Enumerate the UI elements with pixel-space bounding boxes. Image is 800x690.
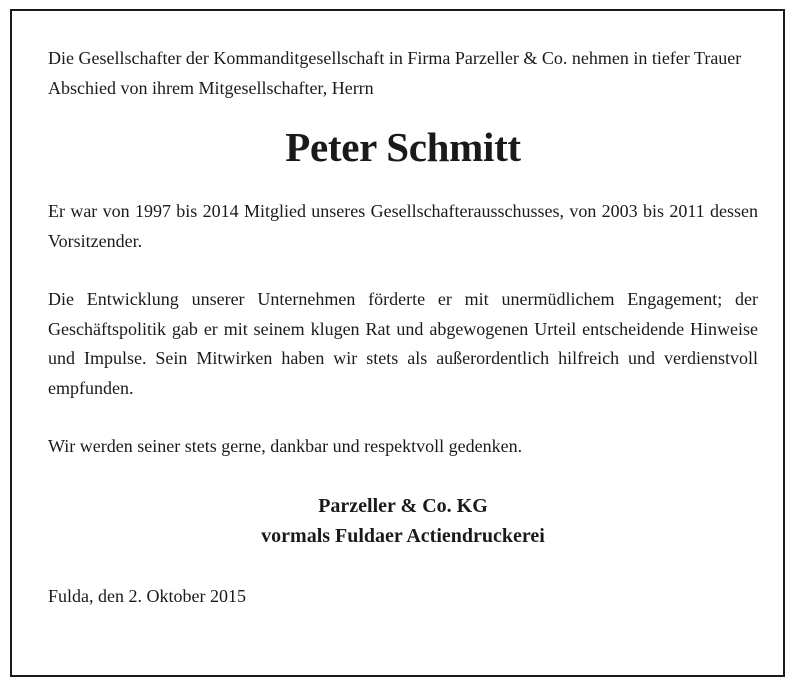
signature-company: Parzeller & Co. KG [318, 494, 488, 517]
engagement-text: Die Entwicklung unserer Unternehmen förderte er mit unermüdlichem Engagement; der Geschäftspolitik gab er mit seinem klugen Rat und abgewogenen Urteil entscheidende Hinweise und Impulse. Sein Mitwirken haben wir stets als außerordentlich hilfreich und verdienstvoll empfunden. [48, 289, 758, 398]
deceased-name: Peter Schmitt [285, 124, 521, 170]
signature-former-name: vormals Fuldaer Actiendruckerei [261, 524, 545, 547]
intro-text: Die Gesellschafter der Kommanditgesellschaft in Firma Parzeller & Co. nehmen in tiefer Trauer Abschied von ihrem Mitgesellschafter, Herrn [48, 48, 742, 98]
tenure-text: Er war von 1997 bis 2014 Mitglied unseres Gesellschafterausschusses, von 2003 bis 2011 dessen Vorsitzender. [48, 201, 758, 251]
remembrance-text: Wir werden seiner stets gerne, dankbar und respektvoll gedenken. [48, 436, 523, 456]
obituary-notice-content [48, 44, 758, 611]
place-date: Fulda, den 2. Oktober 2015 [48, 585, 246, 606]
signature-block [48, 491, 758, 551]
obituary-notice-frame [10, 9, 785, 677]
